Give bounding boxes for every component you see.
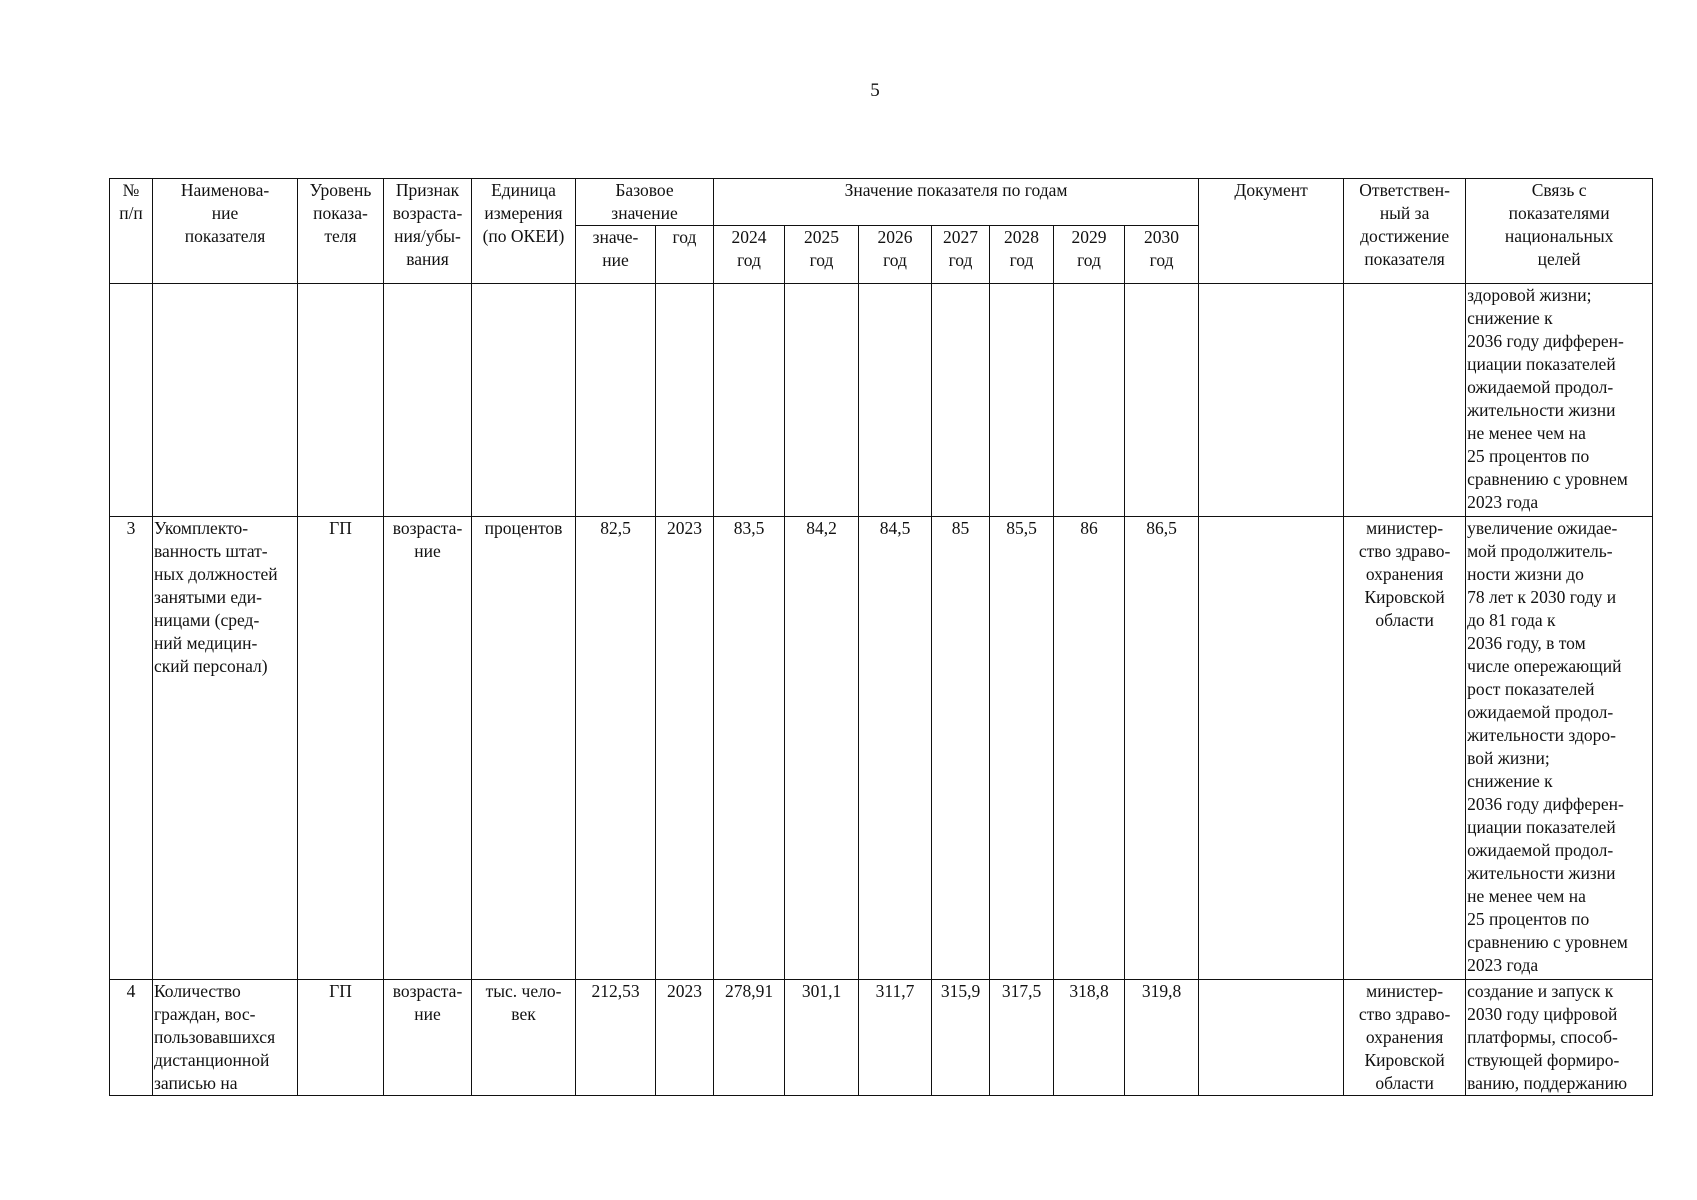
row-num: 3 xyxy=(110,517,153,980)
row-value: 83,5 xyxy=(714,517,785,980)
row-responsible: министер- ство здраво- охранения Кировской области xyxy=(1344,517,1466,980)
row-value: 318,8 xyxy=(1054,980,1125,1096)
header-responsible: Ответствен- ный за достижение показателя xyxy=(1344,179,1466,284)
header-link: Связь с показателями национальных целей xyxy=(1466,179,1653,284)
row-level: ГП xyxy=(298,980,384,1096)
row-value xyxy=(785,284,859,517)
header-year: 2026 год xyxy=(859,226,932,284)
header-level: Уровень показа- теля xyxy=(298,179,384,284)
row-responsible: министер- ство здраво- охранения Кировской области xyxy=(1344,980,1466,1096)
row-unit xyxy=(472,284,576,517)
row-value: 85 xyxy=(932,517,990,980)
row-level xyxy=(298,284,384,517)
row-base-value: 212,53 xyxy=(576,980,656,1096)
header-base: Базовое значение xyxy=(576,179,714,226)
row-base-year: 2023 xyxy=(656,980,714,1096)
row-document xyxy=(1199,517,1344,980)
row-link: здоровой жизни; снижение к 2036 году дифферен- циации показателей ожидаемой продол- жительности жизни не менее чем на 25 процентов по сравнению с уровнем 2023 года xyxy=(1466,284,1653,517)
header-row-top xyxy=(110,179,1653,226)
row-document xyxy=(1199,284,1344,517)
row-value: 278,91 xyxy=(714,980,785,1096)
row-sign xyxy=(384,284,472,517)
row-value xyxy=(1125,284,1199,517)
table-row xyxy=(110,284,1653,517)
header-year: 2024 год xyxy=(714,226,785,284)
row-value: 311,7 xyxy=(859,980,932,1096)
row-name xyxy=(153,284,298,517)
header-document: Документ xyxy=(1199,179,1344,284)
header-year: 2030 год xyxy=(1125,226,1199,284)
row-base-year xyxy=(656,284,714,517)
row-value: 85,5 xyxy=(990,517,1054,980)
indicators-table xyxy=(109,178,1653,1096)
row-num xyxy=(110,284,153,517)
row-document xyxy=(1199,980,1344,1096)
header-values-by-year: Значение показателя по годам xyxy=(714,179,1199,226)
header-year: 2025 год xyxy=(785,226,859,284)
header-year: 2029 год xyxy=(1054,226,1125,284)
row-name: Укомплекто- ванность штат- ных должностей занятыми еди- ницами (сред- ний медицин- ский персонал) xyxy=(153,517,298,980)
row-level: ГП xyxy=(298,517,384,980)
row-value: 84,5 xyxy=(859,517,932,980)
table-row xyxy=(110,517,1653,980)
header-year: 2028 год xyxy=(990,226,1054,284)
header-unit: Единица измерения (по ОКЕИ) xyxy=(472,179,576,284)
row-responsible xyxy=(1344,284,1466,517)
row-value xyxy=(1054,284,1125,517)
row-unit: тыс. чело- век xyxy=(472,980,576,1096)
row-value: 301,1 xyxy=(785,980,859,1096)
row-link: увеличение ожидае- мой продолжитель- ности жизни до 78 лет к 2030 году и до 81 года к 2036 году, в том числе опережающий рост показателей ожидаемой продол- жительности здоро- вой жизни; снижение к 2036 году дифферен- циации показателей ожидаемой продол- жительности жизни не менее чем на 25 процентов по сравнению с уровнем 2023 года xyxy=(1466,517,1653,980)
header-name: Наименова- ние показателя xyxy=(153,179,298,284)
row-num: 4 xyxy=(110,980,153,1096)
row-value xyxy=(714,284,785,517)
row-unit: процентов xyxy=(472,517,576,980)
header-base-year: год xyxy=(656,226,714,284)
row-link: создание и запуск к 2030 году цифровой платформы, способ- ствующей формиро- ванию, поддержанию xyxy=(1466,980,1653,1096)
header-base-value: значе- ние xyxy=(576,226,656,284)
row-sign: возраста- ние xyxy=(384,517,472,980)
row-value: 86,5 xyxy=(1125,517,1199,980)
row-value: 84,2 xyxy=(785,517,859,980)
page-number: 5 xyxy=(870,80,880,101)
row-value xyxy=(990,284,1054,517)
row-value: 319,8 xyxy=(1125,980,1199,1096)
header-num: № п/п xyxy=(110,179,153,284)
row-sign: возраста- ние xyxy=(384,980,472,1096)
header-year: 2027 год xyxy=(932,226,990,284)
row-base-year: 2023 xyxy=(656,517,714,980)
table-row xyxy=(110,980,1653,1096)
row-value: 317,5 xyxy=(990,980,1054,1096)
row-value xyxy=(859,284,932,517)
row-base-value: 82,5 xyxy=(576,517,656,980)
header-sign: Признак возраста- ния/убы- вания xyxy=(384,179,472,284)
row-value xyxy=(932,284,990,517)
row-value: 86 xyxy=(1054,517,1125,980)
row-name: Количество граждан, вос- пользовавшихся дистанционной записью на xyxy=(153,980,298,1096)
row-value: 315,9 xyxy=(932,980,990,1096)
row-base-value xyxy=(576,284,656,517)
